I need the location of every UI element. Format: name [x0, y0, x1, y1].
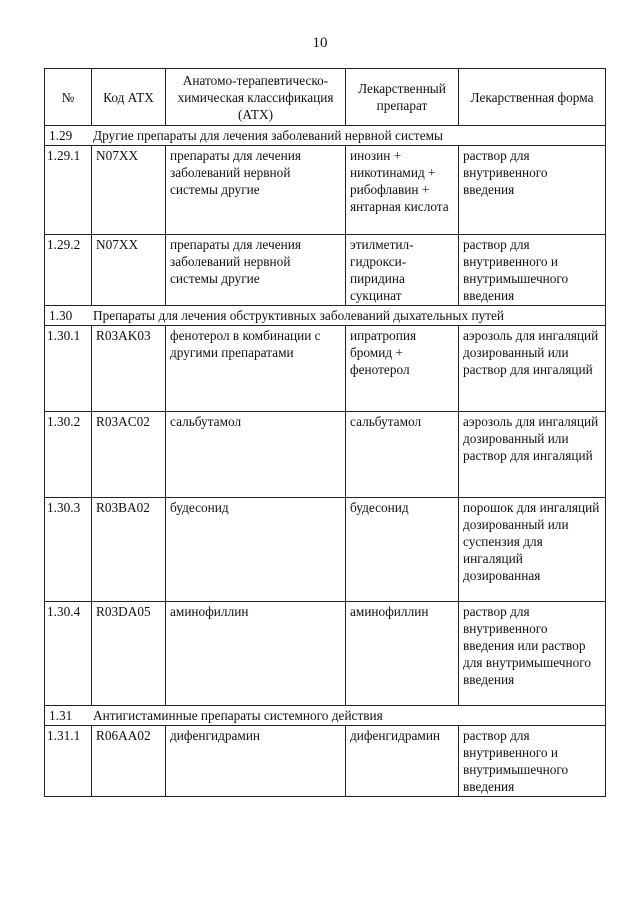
table-row	[45, 498, 606, 602]
cell-form: раствор для внутривенного и внутримышечного введения	[459, 726, 606, 797]
section-number: 1.31	[49, 708, 73, 723]
table-row	[45, 412, 606, 498]
cell-atx-code: N07XX	[92, 235, 166, 306]
table-row	[45, 602, 606, 706]
table-body	[45, 126, 606, 797]
header-code: Код АТХ	[92, 69, 166, 126]
section-cell	[45, 126, 606, 146]
cell-classification: аминофиллин	[166, 602, 346, 706]
section-row	[45, 706, 606, 726]
cell-classification: сальбутамол	[166, 412, 346, 498]
section-row	[45, 126, 606, 146]
cell-num: 1.30.4	[45, 602, 92, 706]
cell-form: раствор для внутривенного и внутримышечного введения	[459, 235, 606, 306]
cell-classification: дифенгидрамин	[166, 726, 346, 797]
cell-num: 1.31.1	[45, 726, 92, 797]
cell-form: аэрозоль для ингаляций дозированный или раствор для ингаляций	[459, 326, 606, 412]
header-drug: Лекарственный препарат	[346, 69, 459, 126]
cell-form: раствор для внутривенного введения	[459, 146, 606, 235]
cell-form: раствор для внутривенного введения или раствор для внутримышечного введения	[459, 602, 606, 706]
header-num: №	[45, 69, 92, 126]
cell-num: 1.30.1	[45, 326, 92, 412]
header-form: Лекарственная форма	[459, 69, 606, 126]
cell-atx-code: N07XX	[92, 146, 166, 235]
table-row	[45, 726, 606, 797]
cell-form: аэрозоль для ингаляций дозированный или раствор для ингаляций	[459, 412, 606, 498]
section-number: 1.30	[49, 308, 73, 323]
table-header	[45, 69, 606, 126]
cell-drug: сальбутамол	[346, 412, 459, 498]
cell-num: 1.30.3	[45, 498, 92, 602]
section-cell	[45, 706, 606, 726]
cell-num: 1.29.1	[45, 146, 92, 235]
cell-form: порошок для ингаляций дозированный или суспензия для ингаляций дозированная	[459, 498, 606, 602]
section-title: Другие препараты для лечения заболеваний нервной системы	[93, 128, 443, 143]
cell-classification: будесонид	[166, 498, 346, 602]
cell-classification: препараты для лечения заболеваний нервной системы другие	[166, 146, 346, 235]
section-title: Препараты для лечения обструктивных заболеваний дыхательных путей	[93, 308, 505, 323]
section-row	[45, 306, 606, 326]
page-number: 10	[312, 35, 328, 51]
cell-classification: препараты для лечения заболеваний нервной системы другие	[166, 235, 346, 306]
table-row	[45, 146, 606, 235]
cell-drug: инозин + никотинамид + рибофлавин + янтарная кислота	[346, 146, 459, 235]
cell-num: 1.30.2	[45, 412, 92, 498]
cell-atx-code: R03DA05	[92, 602, 166, 706]
cell-drug: этилметил-гидрокси-пиридина сукцинат	[346, 235, 459, 306]
section-cell	[45, 306, 606, 326]
header-classification: Анатомо-терапевтическо-химическая классификация (АТХ)	[166, 69, 346, 126]
cell-atx-code: R03AC02	[92, 412, 166, 498]
atx-table	[44, 68, 606, 797]
cell-drug: ипратропия бромид + фенотерол	[346, 326, 459, 412]
section-number: 1.29	[49, 128, 73, 143]
cell-drug: будесонид	[346, 498, 459, 602]
cell-drug: дифенгидрамин	[346, 726, 459, 797]
cell-classification: фенотерол в комбинации с другими препаратами	[166, 326, 346, 412]
cell-atx-code: R03BA02	[92, 498, 166, 602]
table-row	[45, 235, 606, 306]
cell-atx-code: R03AK03	[92, 326, 166, 412]
section-title: Антигистаминные препараты системного действия	[93, 708, 383, 723]
cell-atx-code: R06AA02	[92, 726, 166, 797]
cell-drug: аминофиллин	[346, 602, 459, 706]
table-row	[45, 326, 606, 412]
cell-num: 1.29.2	[45, 235, 92, 306]
